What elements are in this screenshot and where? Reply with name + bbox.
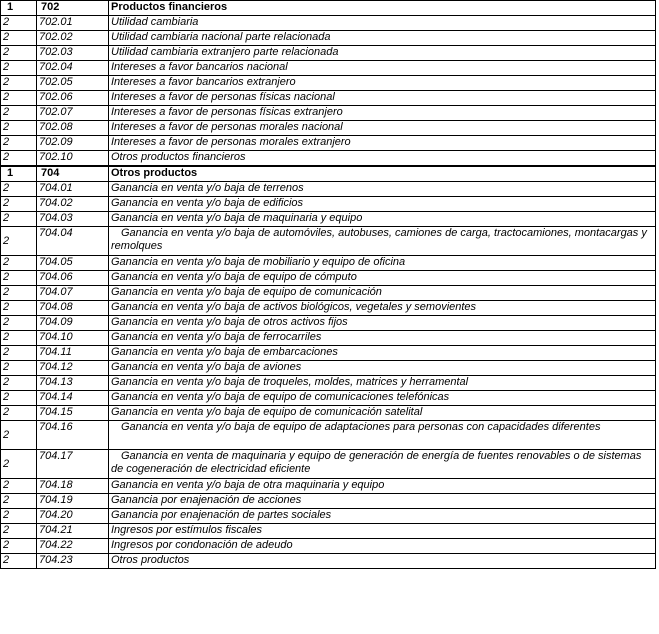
account-row (1, 182, 656, 197)
row-description: Ganancia en venta y/o baja de automóviles, autobuses, camiones de carga, tractocamiones, montacargas y remolques (109, 227, 656, 256)
row-level: 2 (1, 539, 37, 554)
row-description: Ganancia en venta de maquinaria y equipo de generación de energía de fuentes renovables o de sistemas de cogeneración de electricidad eficiente (109, 450, 656, 479)
account-row (1, 121, 656, 136)
account-row (1, 91, 656, 106)
account-row (1, 227, 656, 256)
row-code: 702.07 (37, 106, 109, 121)
row-description: Otros productos (109, 554, 656, 569)
row-description: Ganancia en venta y/o baja de equipo de comunicación (109, 286, 656, 301)
account-row (1, 286, 656, 301)
row-code: 704.04 (37, 227, 109, 256)
row-level: 2 (1, 182, 37, 197)
account-row (1, 197, 656, 212)
row-level: 2 (1, 361, 37, 376)
account-row (1, 479, 656, 494)
row-level: 2 (1, 121, 37, 136)
account-row (1, 151, 656, 167)
row-level: 2 (1, 554, 37, 569)
row-description: Ganancia en venta y/o baja de otros activos fijos (109, 316, 656, 331)
section-code: 704 (37, 166, 109, 182)
row-code: 704.18 (37, 479, 109, 494)
row-code: 704.22 (37, 539, 109, 554)
row-description: Utilidad cambiaria nacional parte relacionada (109, 31, 656, 46)
row-description: Otros productos financieros (109, 151, 656, 167)
row-description: Ganancia en venta y/o baja de ferrocarriles (109, 331, 656, 346)
account-row (1, 539, 656, 554)
section-title: Productos financieros (109, 1, 656, 16)
row-code: 704.17 (37, 450, 109, 479)
row-code: 704.05 (37, 256, 109, 271)
row-code: 702.05 (37, 76, 109, 91)
row-code: 704.10 (37, 331, 109, 346)
row-level: 2 (1, 76, 37, 91)
account-row (1, 331, 656, 346)
row-description: Intereses a favor bancarios nacional (109, 61, 656, 76)
row-code: 702.08 (37, 121, 109, 136)
row-description: Intereses a favor de personas morales nacional (109, 121, 656, 136)
row-level: 2 (1, 106, 37, 121)
row-level: 2 (1, 421, 37, 450)
row-level: 2 (1, 331, 37, 346)
account-row (1, 361, 656, 376)
row-description: Ganancia en venta y/o baja de equipo de cómputo (109, 271, 656, 286)
row-description: Ganancia en venta y/o baja de terrenos (109, 182, 656, 197)
row-code: 704.08 (37, 301, 109, 316)
section-title: Otros productos (109, 166, 656, 182)
row-level: 2 (1, 151, 37, 167)
row-code: 704.09 (37, 316, 109, 331)
row-description: Ganancia en venta y/o baja de equipo de adaptaciones para personas con capacidades diferentes (109, 421, 656, 450)
row-description: Ganancia en venta y/o baja de equipo de comunicaciones telefónicas (109, 391, 656, 406)
row-level: 2 (1, 16, 37, 31)
account-row (1, 301, 656, 316)
row-level: 2 (1, 46, 37, 61)
row-description: Ganancia en venta y/o baja de activos biológicos, vegetales y semovientes (109, 301, 656, 316)
section-level: 1 (1, 1, 37, 16)
row-code: 704.20 (37, 509, 109, 524)
account-row (1, 494, 656, 509)
row-description: Ganancia en venta y/o baja de mobiliario y equipo de oficina (109, 256, 656, 271)
row-level: 2 (1, 91, 37, 106)
row-code: 702.09 (37, 136, 109, 151)
row-code: 704.16 (37, 421, 109, 450)
row-level: 2 (1, 406, 37, 421)
row-description: Ganancia en venta y/o baja de embarcaciones (109, 346, 656, 361)
row-code: 702.10 (37, 151, 109, 167)
row-code: 704.07 (37, 286, 109, 301)
row-code: 702.04 (37, 61, 109, 76)
row-description: Ganancia en venta y/o baja de equipo de comunicación satelital (109, 406, 656, 421)
row-level: 2 (1, 256, 37, 271)
row-code: 704.11 (37, 346, 109, 361)
account-row (1, 46, 656, 61)
row-level: 2 (1, 376, 37, 391)
row-level: 2 (1, 31, 37, 46)
row-code: 704.06 (37, 271, 109, 286)
row-level: 2 (1, 524, 37, 539)
row-code: 704.03 (37, 212, 109, 227)
row-description: Intereses a favor de personas morales extranjero (109, 136, 656, 151)
account-row (1, 406, 656, 421)
row-description: Ingresos por condonación de adeudo (109, 539, 656, 554)
row-description: Ganancia en venta y/o baja de otra maquinaria y equipo (109, 479, 656, 494)
account-row (1, 106, 656, 121)
row-level: 2 (1, 494, 37, 509)
row-code: 704.23 (37, 554, 109, 569)
row-level: 2 (1, 346, 37, 361)
row-level: 2 (1, 316, 37, 331)
row-code: 704.01 (37, 182, 109, 197)
row-code: 704.14 (37, 391, 109, 406)
row-description: Ganancia en venta y/o baja de edificios (109, 197, 656, 212)
row-code: 704.13 (37, 376, 109, 391)
row-code: 704.19 (37, 494, 109, 509)
row-level: 2 (1, 509, 37, 524)
section-level: 1 (1, 166, 37, 182)
row-code: 702.02 (37, 31, 109, 46)
row-level: 2 (1, 301, 37, 316)
row-level: 2 (1, 227, 37, 256)
account-row (1, 16, 656, 31)
row-description: Ganancia en venta y/o baja de troqueles, moldes, matrices y herramental (109, 376, 656, 391)
row-level: 2 (1, 197, 37, 212)
row-description: Ganancia en venta y/o baja de maquinaria y equipo (109, 212, 656, 227)
account-row (1, 256, 656, 271)
row-level: 2 (1, 479, 37, 494)
row-code: 704.15 (37, 406, 109, 421)
row-description: Intereses a favor de personas físicas nacional (109, 91, 656, 106)
row-code: 702.01 (37, 16, 109, 31)
account-row (1, 76, 656, 91)
row-code: 704.21 (37, 524, 109, 539)
row-level: 2 (1, 450, 37, 479)
section-code: 702 (37, 1, 109, 16)
account-row (1, 31, 656, 46)
row-code: 702.03 (37, 46, 109, 61)
row-description: Ganancia en venta y/o baja de aviones (109, 361, 656, 376)
row-level: 2 (1, 271, 37, 286)
account-row (1, 376, 656, 391)
account-row (1, 509, 656, 524)
account-row (1, 450, 656, 479)
section-header-row (1, 166, 656, 182)
account-row (1, 391, 656, 406)
account-row (1, 136, 656, 151)
accounts-table-body (1, 1, 656, 569)
row-level: 2 (1, 286, 37, 301)
row-level: 2 (1, 136, 37, 151)
row-code: 704.12 (37, 361, 109, 376)
row-description: Ingresos por estímulos fiscales (109, 524, 656, 539)
row-code: 702.06 (37, 91, 109, 106)
row-level: 2 (1, 391, 37, 406)
row-description: Ganancia por enajenación de acciones (109, 494, 656, 509)
row-description: Intereses a favor bancarios extranjero (109, 76, 656, 91)
row-description: Utilidad cambiaria extranjero parte relacionada (109, 46, 656, 61)
account-row (1, 554, 656, 569)
account-row (1, 346, 656, 361)
account-row (1, 271, 656, 286)
row-code: 704.02 (37, 197, 109, 212)
account-row (1, 316, 656, 331)
section-header-row (1, 1, 656, 16)
row-description: Intereses a favor de personas físicas extranjero (109, 106, 656, 121)
account-row (1, 421, 656, 450)
account-row (1, 61, 656, 76)
account-row (1, 212, 656, 227)
account-row (1, 524, 656, 539)
row-level: 2 (1, 212, 37, 227)
row-level: 2 (1, 61, 37, 76)
row-description: Ganancia por enajenación de partes sociales (109, 509, 656, 524)
row-description: Utilidad cambiaria (109, 16, 656, 31)
